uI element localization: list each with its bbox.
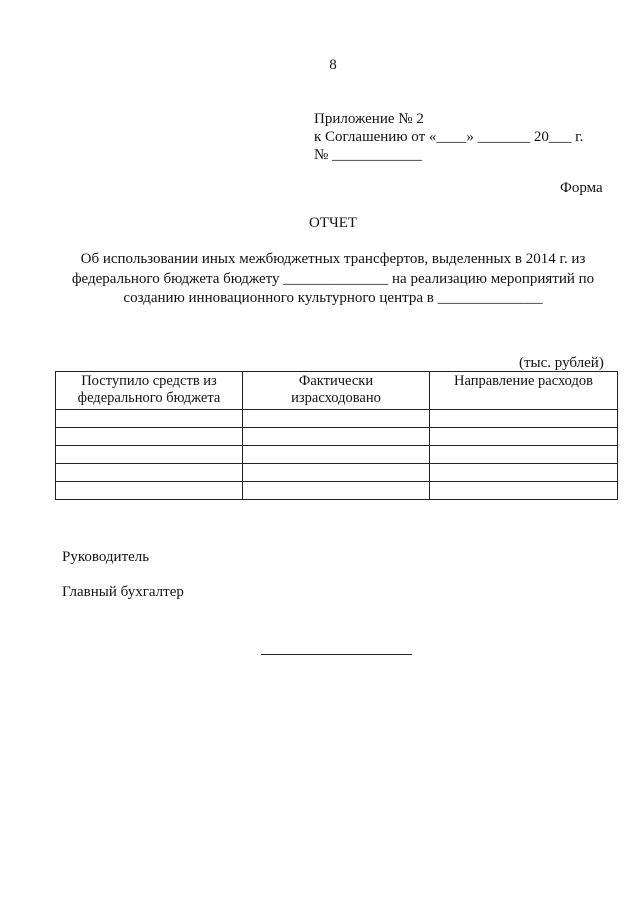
signature-line [261,654,412,655]
header-actually-spent [243,372,430,410]
table-cell[interactable] [56,428,243,446]
signature-director: Руководитель [62,549,150,565]
appendix-line-3: № ____________ [314,147,423,163]
subtitle-line-1: Об использовании иных межбюджетных трансфертов, выделенных в 2014 г. из [80,251,586,267]
report-subtitle [52,250,614,309]
header-expense-direction [430,372,618,410]
table-cell[interactable] [243,482,430,500]
table-row [56,410,618,428]
signature-chief-accountant: Главный бухгалтер [62,584,184,600]
header-received-funds-line-2: федерального бюджета [77,390,221,406]
form-label: Форма [560,180,603,196]
table-cell[interactable] [56,482,243,500]
table-cell[interactable] [430,410,618,428]
table-header-row [56,372,618,410]
report-table [55,371,618,500]
table-cell[interactable] [243,446,430,464]
table-cell[interactable] [56,464,243,482]
header-actually-spent-line-1: Фактически [298,373,374,389]
appendix-block [314,110,583,164]
table-row [56,464,618,482]
page-number: 8 [329,57,337,73]
header-expense-direction-line-1: Направление расходов [453,373,593,389]
report-title: ОТЧЕТ [308,215,358,231]
table-row [56,446,618,464]
appendix-line-1: Приложение № 2 [314,111,424,127]
appendix-line-2: к Соглашению от «____» _______ 20___ г. [314,129,584,145]
table-row [56,428,618,446]
table-cell[interactable] [56,410,243,428]
header-received-funds [56,372,243,410]
subtitle-line-2: федерального бюджета бюджету ______________ на реализацию мероприятий по [71,270,595,287]
header-actually-spent-line-2: израсходовано [291,390,381,406]
table-cell[interactable] [243,464,430,482]
subtitle-line-3: созданию инновационного культурного центра в ______________ [123,290,543,306]
table-row [56,482,618,500]
table-cell[interactable] [430,464,618,482]
units-label: (тыс. рублей) [519,355,604,371]
table-cell[interactable] [430,482,618,500]
header-received-funds-line-1: Поступило средств из [81,373,217,389]
table-cell[interactable] [430,446,618,464]
table-cell[interactable] [243,410,430,428]
table-cell[interactable] [243,428,430,446]
table-cell[interactable] [56,446,243,464]
table-cell[interactable] [430,428,618,446]
